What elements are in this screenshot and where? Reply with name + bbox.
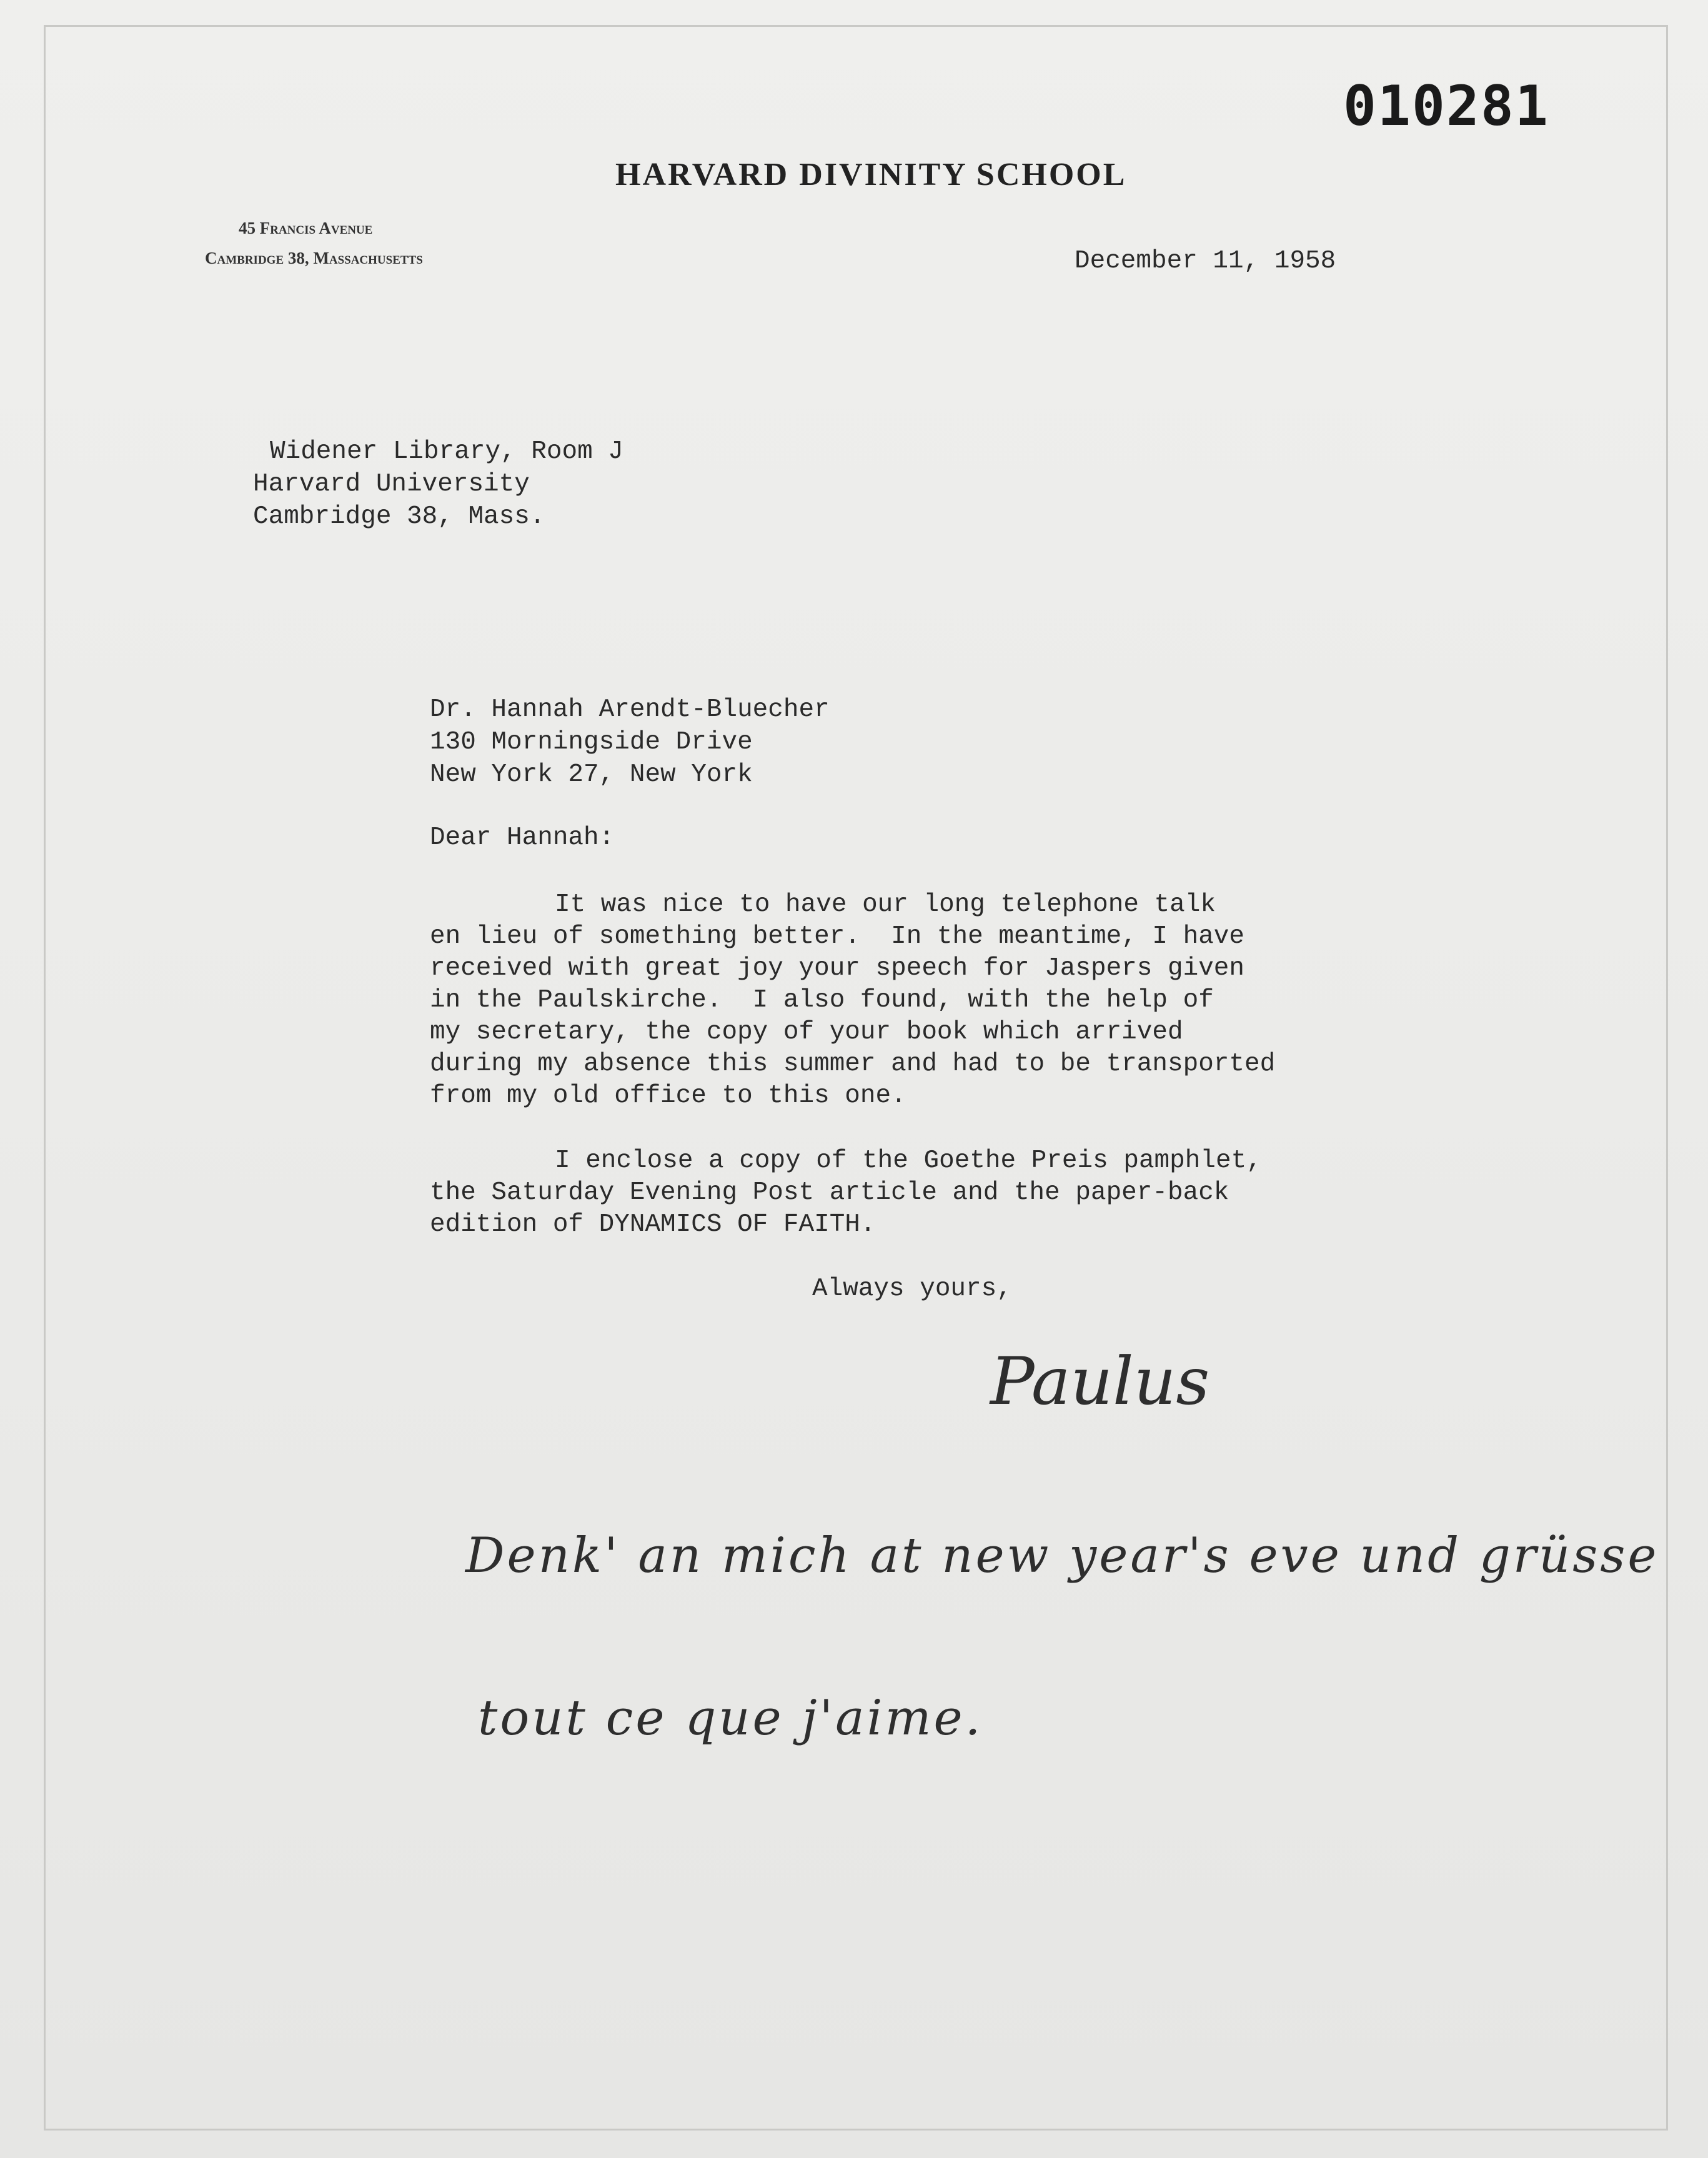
body-line: en lieu of something better. In the meantime, I have <box>430 922 1245 951</box>
salutation-text: Dear Hannah: <box>430 823 615 852</box>
body-line: in the Paulskirche. I also found, with the help of <box>430 986 1214 1015</box>
letter-date: December 11, 1958 <box>1075 247 1336 276</box>
body-line: the Saturday Evening Post article and the paper-back <box>430 1178 1229 1207</box>
sender-address-line: Cambridge 38, Mass. <box>253 502 545 531</box>
closing-text: Always yours, <box>812 1275 1012 1303</box>
body-line: from my old office to this one. <box>430 1081 906 1110</box>
recipient-address-line: Dr. Hannah Arendt-Bluecher <box>430 695 830 724</box>
body-line: edition of DYNAMICS OF FAITH. <box>430 1210 876 1239</box>
body-line: I enclose a copy of the Goethe Preis pamphlet, <box>555 1146 1262 1175</box>
recipient-address-line: New York 27, New York <box>430 760 753 789</box>
body-line: during my absence this summer and had to be transported <box>430 1050 1276 1078</box>
letterhead-address-line-1: 45 Francis Avenue <box>239 219 373 237</box>
body-line: my secretary, the copy of your book which arrived <box>430 1018 1183 1047</box>
handwritten-note-line-2: tout ce que j'aime. <box>478 1690 983 1746</box>
letterhead-institution: HARVARD DIVINITY SCHOOL <box>615 157 1127 192</box>
sender-address-line: Widener Library, Room J <box>270 437 623 466</box>
handwritten-note-line-1: Denk' an mich at new year's eve und grüsse <box>465 1528 1659 1584</box>
sender-address-line: Harvard University <box>253 470 530 499</box>
handwritten-signature: Paulus <box>990 1343 1210 1420</box>
body-line: It was nice to have our long telephone talk <box>555 890 1216 919</box>
recipient-address-line: 130 Morningside Drive <box>430 728 753 757</box>
letterhead-address-line-2: Cambridge 38, Massachusetts <box>205 249 423 267</box>
body-line: received with great joy your speech for Jaspers given <box>430 954 1245 983</box>
document-number: 010281 <box>1343 74 1549 138</box>
